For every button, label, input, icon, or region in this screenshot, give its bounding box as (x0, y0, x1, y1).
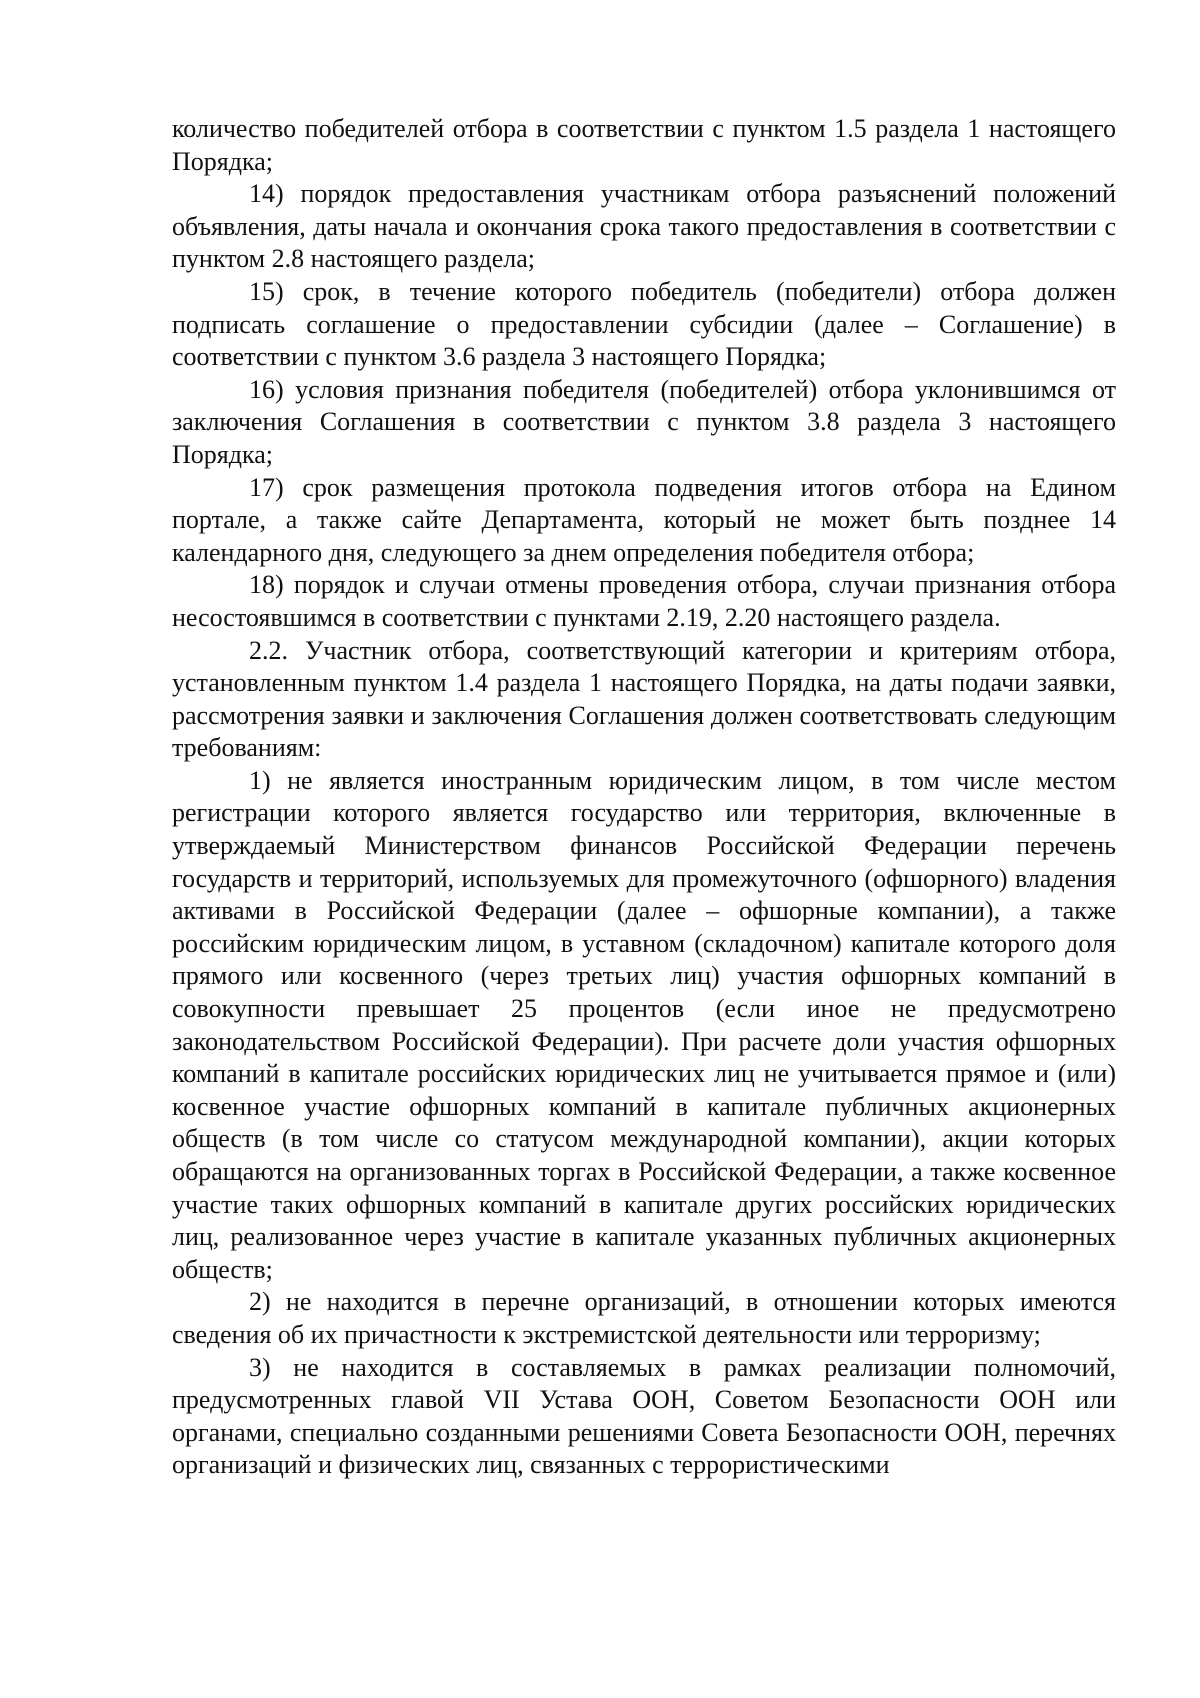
paragraph-requirement-1: 1) не является иностранным юридическим лицом, в том числе местом регистрации которого является государство или территория, включенные в утверждаемый Министерством финансов Российской Федерации перечень государств и территорий, используемых для промежуточного (офшорного) владения активами в Российской Федерации (далее – офшорные компании), а также российским юридическим лицом, в уставном (складочном) капитале которого доля прямого или косвенного (через третьих лиц) участия офшорных компаний в совокупности превышает 25 процентов (если иное не предусмотрено законодательством Российской Федерации). При расчете доли участия офшорных компаний в капитале российских юридических лиц не учитывается прямое и (или) косвенное участие офшорных компаний в капитале публичных акционерных обществ (в том числе со статусом международной компании), акции которых обращаются на организованных торгах в Российской Федерации, а также косвенное участие таких офшорных компаний в капитале других российских юридических лиц, реализованное через участие в капитале указанных публичных акционерных обществ; (172, 765, 1116, 1284)
paragraph-requirement-3: 3) не находится в составляемых в рамках реализации полномочий, предусмотренных главой VII Устава ООН, Советом Безопасности ООН или органами, специально созданными решениями Совета Безопасности ООН, перечнях организаций и физических лиц, связанных с террористическими (172, 1352, 1116, 1480)
paragraph-continuation: количество победителей отбора в соответствии с пунктом 1.5 раздела 1 настоящего Порядка; (172, 114, 1116, 176)
paragraph-requirement-2: 2) не находится в перечне организаций, в отношении которых имеются сведения об их причастности к экстремистской деятельности или терроризму; (172, 1287, 1116, 1349)
paragraph-clause-2-2: 2.2. Участник отбора, соответствующий категории и критериям отбора, установленным пунктом 1.4 раздела 1 настоящего Порядка, на даты подачи заявки, рассмотрения заявки и заключения Соглашения должен соответствовать следующим требованиям: (172, 635, 1116, 763)
paragraph-item-17: 17) срок размещения протокола подведения итогов отбора на Едином портале, а также сайте Департамента, который не может быть позднее 14 календарного дня, следующего за днем определения победителя отбора; (172, 472, 1116, 567)
paragraph-item-15: 15) срок, в течение которого победитель (победители) отбора должен подписать соглашение о предоставлении субсидии (далее – Соглашение) в соответствии с пунктом 3.6 раздела 3 настоящего Порядка; (172, 276, 1116, 372)
paragraph-item-14: 14) порядок предоставления участникам отбора разъяснений положений объявления, даты начала и окончания срока такого предоставления в соответствии с пунктом 2.8 настоящего раздела; (172, 179, 1116, 274)
paragraph-item-16: 16) условия признания победителя (победителей) отбора уклонившимся от заключения Соглашения в соответствии с пунктом 3.8 раздела 3 настоящего Порядка; (172, 374, 1116, 469)
paragraph-item-18: 18) порядок и случаи отмены проведения отбора, случаи признания отбора несостоявшимся в соответствии с пунктами 2.19, 2.20 настоящего раздела. (172, 570, 1116, 632)
document-body (172, 113, 1116, 1482)
